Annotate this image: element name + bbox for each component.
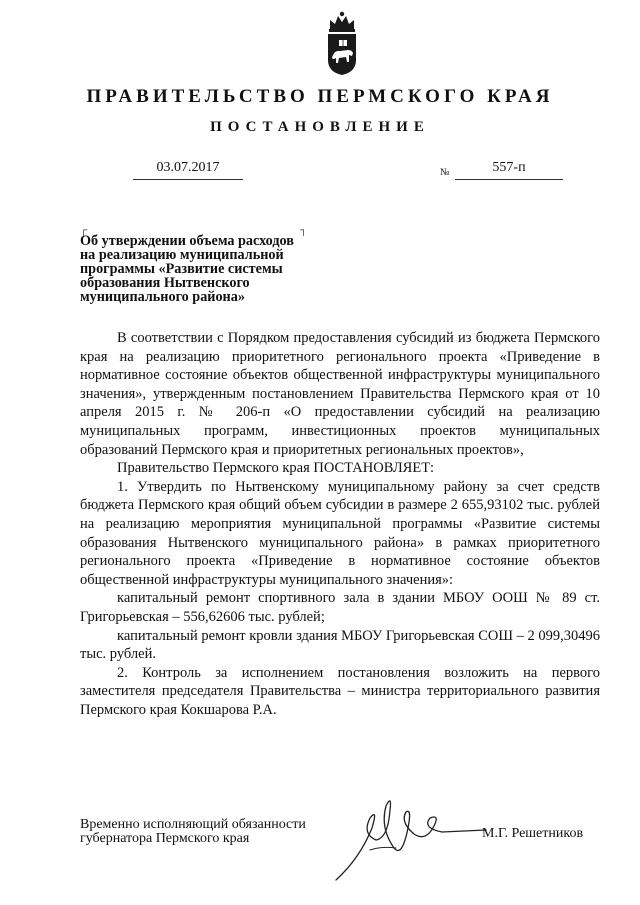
signatory-title [80, 818, 306, 846]
body-paragraph: Правительство Пермского края ПОСТАНОВЛЯЕТ: [117, 460, 435, 477]
date-underline [133, 179, 243, 180]
signatory-title-line: губернатора Пермского края [80, 831, 250, 846]
government-title: ПРАВИТЕЛЬСТВО ПЕРМСКОГО КРАЯ [86, 86, 554, 107]
document-type: ПОСТАНОВЛЕНИЕ [210, 119, 430, 135]
subject-bracket-left: ┌ [80, 225, 88, 236]
subject-line: муниципального района» [80, 289, 245, 305]
subject-line: Об утверждении объема расходов [80, 233, 294, 249]
document-body [80, 329, 600, 719]
body-paragraph: В соответствии с Порядком предоставления субсидий из бюджета Пермского края на реализацию приоритетного регионального проекта «Приведение в нормативное состояние объектов общественной инфраструктуры муниципального значения», утвержденным постановлением Правительства Пермского края от 10 апреля 2015 г. № 206-п «О предоставлении субсидий на реализацию муниципальных программ, инвестиционных проектов муниципальных образований Пермского края и приоритетных региональных проектов», [80, 330, 600, 458]
signatory-name: М.Г. Решетников [482, 826, 584, 841]
subject-line: образования Нытвенского [80, 275, 250, 291]
number-label: № [440, 167, 450, 178]
signatory-title-line: Временно исполняющий обязанности [80, 817, 306, 832]
number-underline [455, 179, 563, 180]
document-number: 557-п [492, 160, 526, 175]
subject-bracket-right: ┐ [300, 225, 308, 236]
subject-line: на реализацию муниципальной [80, 247, 284, 263]
signature-image [330, 788, 490, 884]
body-paragraph: капитальный ремонт кровли здания МБОУ Григорьевская СОШ – 2 099,30496 тыс. рублей. [80, 627, 600, 663]
document-date: 03.07.2017 [156, 160, 220, 175]
coat-of-arms-icon [322, 10, 362, 76]
body-paragraph: 1. Утвердить по Нытвенскому муниципальному району за счет средств бюджета Пермского края общий объем субсидии в размере 2 655,93102 тыс. рублей на реализацию мероприятия муниципальной программы «Развитие системы образования Нытвенского муниципального района» в рамках приоритетного регионального проекта «Приведение в нормативное состояние объектов общественной инфраструктуры муниципального значения»: [80, 478, 600, 588]
body-paragraph: капитальный ремонт спортивного зала в здании МБОУ ООШ № 89 ст. Григорьевская – 556,62606 тыс. рублей; [80, 590, 600, 625]
document-subject [80, 234, 330, 304]
subject-line: программы «Развитие системы [80, 261, 283, 277]
body-paragraph: 2. Контроль за исполнением постановления возложить на первого заместителя председателя Правительства – министра территориального развития Пермского края Кокшарова Р.А. [80, 664, 600, 718]
